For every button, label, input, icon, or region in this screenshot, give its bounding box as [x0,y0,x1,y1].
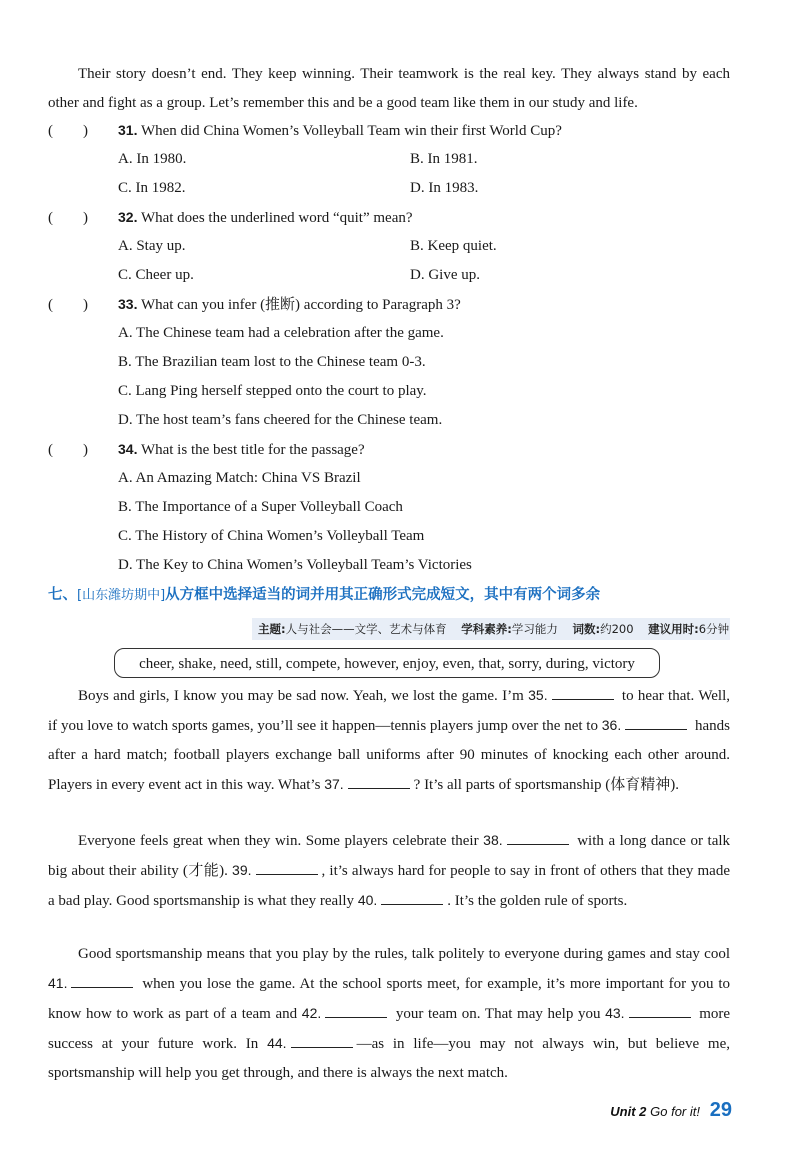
question-text: What does the underlined word “quit” mean? [140,210,413,226]
blank-number-39: 39. [232,862,252,878]
question-number: 33. [118,296,138,312]
blank-number-38: 38. [483,832,503,848]
question-number: 32. [118,209,138,225]
literacy-label: 学科素养: [461,622,512,636]
blank-number-36: 36. [601,717,622,733]
blank-42[interactable] [325,1003,387,1018]
blank-35[interactable] [552,685,614,700]
page-footer [610,1095,732,1125]
passage-text: , it’s always hard for people to say in front of others that they made a bad play. Good sportsmanship is what they really [48,863,730,909]
passage-text: when you lose the game. At the school sports meet, for example, it’s more important for you to know how to work as part of a team and [48,976,730,1022]
time-label: 建议用时: [648,622,699,636]
literacy-value: 学习能力 [511,622,558,636]
word-count-label: 词数: [572,622,601,636]
question-33 [48,290,738,319]
question-text: What is the best title for the passage? [140,442,365,458]
passage-text: to hear that. Well, if you love to watch sports games, you’ll see it happen—tennis players jump over the net to [48,688,731,734]
passage-paragraph-3 [48,940,730,1088]
blank-43[interactable] [629,1003,691,1018]
blank-36[interactable] [625,715,687,730]
option-a: A. The Chinese team had a celebration after the game. [118,325,444,341]
blank-number-42: 42. [301,1005,322,1021]
option-b: B. The Importance of a Super Volleyball Coach [118,499,403,515]
option-b: B. In 1981. [410,151,478,167]
blank-number-44: 44. [267,1035,287,1051]
answer-paren[interactable]: ( ) [48,297,88,313]
option-d: D. The Key to China Women’s Volleyball Team’s Victories [118,557,472,573]
passage-text: more success at your future work. In [48,1006,731,1052]
section-source: [山东潍坊期中] [77,588,166,603]
intro-paragraph [48,60,730,118]
intro-text: Their story doesn’t end. They keep winning. Their teamwork is the real key. They always stand by each other and fight as a group. Let’s remember this and be a good team like them in our study and life. [48,66,730,111]
option-d: D. The host team’s fans cheered for the Chinese team. [118,412,443,428]
passage-paragraph-1 [48,681,730,800]
section-instruction: 从方框中选择适当的词并用其正确形式完成短文，其中有两个词多余 [165,587,601,603]
option-c: C. In 1982. [118,180,186,196]
question-text: What can you infer (推断) according to Paragraph 3? [140,297,461,313]
option-d: D. Give up. [410,267,480,283]
page-number: 29 [709,1099,732,1121]
option-c: C. The History of China Women’s Volleyball Team [118,528,425,544]
passage-text: hands after a hard match; football players exchange ball uniforms after 90 minutes of knocking each other around. Players in every event act in this way. What’s [48,718,730,793]
question-text: When did China Women’s Volleyball Team win their first World Cup? [140,123,562,139]
passage-text: Good sportsmanship means that you play by the rules, talk politely to everyone during games and stay cool [78,946,730,962]
passage-text: Everyone feels great when they win. Some players celebrate their [78,833,479,849]
option-d: D. In 1983. [410,180,479,196]
question-31 [48,116,738,145]
blank-number-40: 40. [357,892,378,908]
word-bank-text: cheer, shake, need, still, compete, however, enjoy, even, that, sorry, during, victory [139,656,635,672]
question-number: 34. [118,441,138,457]
section-prefix: 七、 [48,587,77,603]
unit-label: Unit 2 [610,1104,647,1119]
blank-37[interactable] [348,774,410,789]
word-bank-box [114,648,660,678]
answer-paren[interactable]: ( ) [48,442,88,458]
blank-number-35: 35. [528,687,548,703]
option-b: B. Keep quiet. [410,238,497,254]
passage-paragraph-2 [48,826,730,916]
question-32 [48,203,738,232]
option-a: A. An Amazing Match: China VS Brazil [118,470,361,486]
time-value: 6分钟 [698,622,730,636]
theme-info-bar [252,618,730,640]
passage-text: . It’s the golden rule of sports. [447,893,628,909]
answer-paren[interactable]: ( ) [48,123,88,139]
question-34 [48,435,738,464]
option-c: C. Cheer up. [118,267,194,283]
blank-41[interactable] [71,973,133,988]
section-7-title [48,580,600,610]
passage-text: Boys and girls, I know you may be sad now. Yeah, we lost the game. I’m [78,688,524,704]
blank-number-41: 41. [48,975,68,991]
word-count-value: 约200 [600,622,634,636]
blank-40[interactable] [381,890,443,905]
passage-text: —as in life—you may not always win, but believe me, sportsmanship will help you get through, and there is always the next match. [48,1036,731,1081]
blank-number-43: 43. [605,1005,625,1021]
option-c: C. Lang Ping herself stepped onto the court to play. [118,383,427,399]
passage-text: your team on. That may help you [395,1006,601,1022]
option-b: B. The Brazilian team lost to the Chinese team 0-3. [118,354,426,370]
answer-paren[interactable]: ( ) [48,210,88,226]
blank-39[interactable] [256,860,318,875]
unit-subtitle: Go for it! [650,1104,700,1119]
option-a: A. In 1980. [118,151,187,167]
passage-text: with a long dance or talk big about their ability (才能). [48,833,731,879]
blank-number-37: 37. [324,776,344,792]
option-a: A. Stay up. [118,238,186,254]
question-number: 31. [118,122,138,138]
theme-value: 人与社会——文学、艺术与体育 [285,622,447,636]
blank-44[interactable] [291,1033,353,1048]
theme-label: 主题: [258,622,286,636]
passage-text: ? It’s all parts of sportsmanship (体育精神). [413,777,680,793]
blank-38[interactable] [507,830,569,845]
